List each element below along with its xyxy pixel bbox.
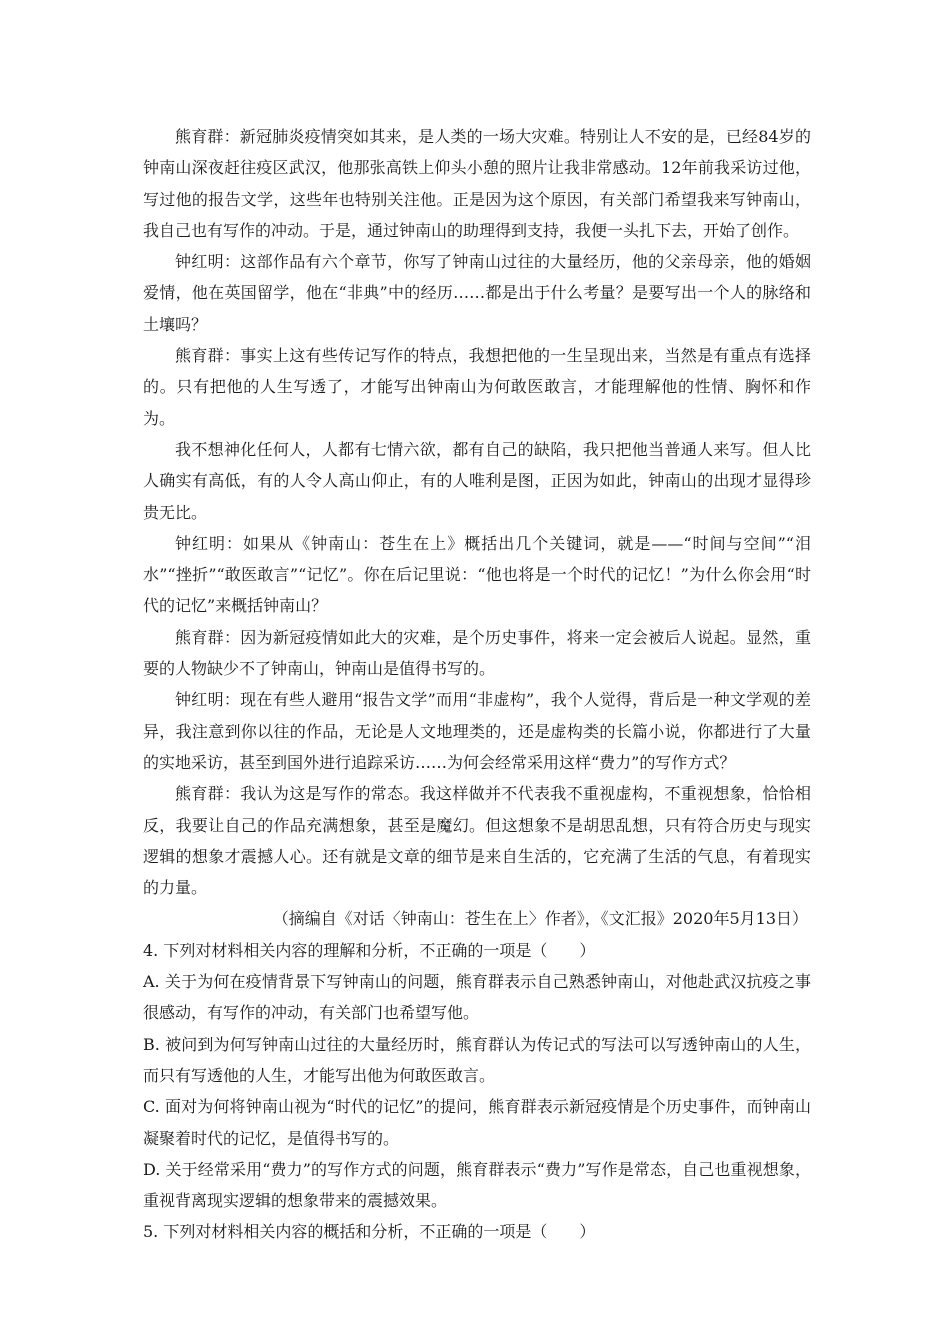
interview-paragraph: 我不想神化任何人，人都有七情六欲，都有自己的缺陷，我只把他当普通人来写。但人比人确实有高低，有的人令人高山仰止，有的人唯利是图，正因为如此，钟南山的出现才显得珍贵无比。 — [143, 439, 811, 522]
question-4-option-a: A. 关于为何在疫情背景下写钟南山的问题，熊育群表示自己熟悉钟南山，对他赴武汉抗疫之事很感动，有写作的冲动，有关部门也希望写他。 — [143, 972, 811, 1023]
document-body — [143, 121, 811, 1248]
interview-paragraph: 钟红明：现在有些人避用“报告文学”而用“非虚构”，我个人觉得，背后是一种文学观的差异，我注意到你以往的作品，无论是人文地理类的，还是虚构类的长篇小说，你都进行了大量的实地采访，甚至到国外进行追踪采访……为何会经常采用这样“费力”的写作方式？ — [143, 690, 811, 772]
question-4-option-c: C. 面对为何将钟南山视为“时代的记忆”的提问，熊育群表示新冠疫情是个历史事件，而钟南山凝聚着时代的记忆，是值得书写的。 — [143, 1097, 811, 1148]
interview-paragraph: 钟红明：如果从《钟南山：苍生在上》概括出几个关键词，就是——“时间与空间”“泪水”“挫折”“敢医敢言”“记忆”。你在后记里说：“他也将是一个时代的记忆！”为什么你会用“时代的记忆”来概括钟南山？ — [143, 533, 811, 616]
interview-paragraph: 熊育群：新冠肺炎疫情突如其来，是人类的一场大灾难。特别让人不安的是，已经84岁的钟南山深夜赶往疫区武汉，他那张高铁上仰头小憩的照片让我非常感动。12年前我采访过他，写过他的报告文学，这些年也特别关注他。正是因为这个原因，有关部门希望我来写钟南山，我自己也有写作的冲动。于是，通过钟南山的助理得到支持，我便一头扎下去，开始了创作。 — [143, 127, 811, 240]
interview-paragraph: 钟红明：这部作品有六个章节，你写了钟南山过往的大量经历，他的父亲母亲，他的婚姻爱情，他在英国留学，他在“非典”中的经历……都是出于什么考量？是要写出一个人的脉络和土壤吗？ — [143, 252, 811, 334]
interview-paragraph: 熊育群：因为新冠疫情如此大的灾难，是个历史事件，将来一定会被后人说起。显然，重要的人物缺少不了钟南山，钟南山是值得书写的。 — [143, 627, 811, 679]
question-4-option-d: D. 关于经常采用“费力”的写作方式的问题，熊育群表示“费力”写作是常态，自己也重视想象，重视背离现实逻辑的想象带来的震撼效果。 — [143, 1159, 811, 1211]
source-citation: （摘编自《对话〈钟南山：苍生在上〉作者》，《文汇报》2020年5月13日） — [272, 909, 808, 929]
question-5-stem: 5. 下列对材料相关内容的概括和分析，不正确的一项是（ ） — [143, 1222, 596, 1242]
question-4-stem: 4. 下列对材料相关内容的理解和分析，不正确的一项是（ ） — [143, 940, 596, 960]
interview-paragraph: 熊育群：我认为这是写作的常态。我这样做并不代表我不重视虚构，不重视想象，恰恰相反，我要让自己的作品充满想象，甚至是魔幻。但这想象不是胡思乱想，只有符合历史与现实逻辑的想象才震撼人心。还有就是文章的细节是来自生活的，它充满了生活的气息，有着现实的力量。 — [143, 784, 811, 898]
interview-paragraph: 熊育群：事实上这有些传记写作的特点，我想把他的一生呈现出来，当然是有重点有选择的。只有把他的人生写透了，才能写出钟南山为何敢医敢言，才能理解他的性情、胸怀和作为。 — [143, 346, 811, 428]
question-4-option-b: B. 被问到为何写钟南山过往的大量经历时，熊育群认为传记式的写法可以写透钟南山的人生，而只有写透他的人生，才能写出他为何敢医敢言。 — [143, 1034, 811, 1085]
